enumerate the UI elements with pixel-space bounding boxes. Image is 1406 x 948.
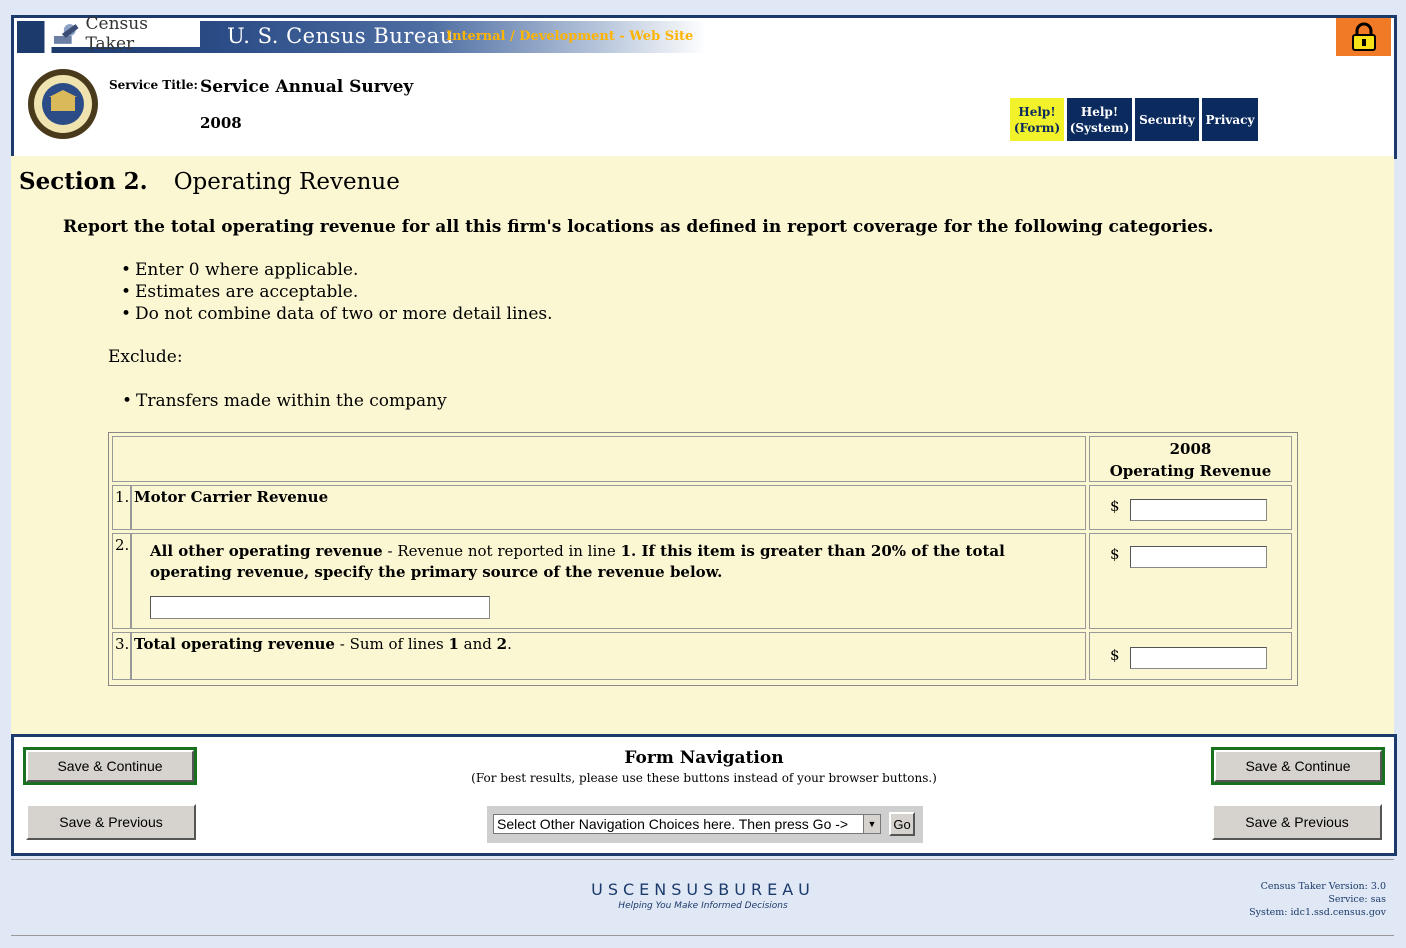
form-navigation-subtitle: (For best results, please use these buttons instead of your browser buttons.)	[471, 771, 937, 785]
save-previous-button-left[interactable]: Save & Previous	[26, 804, 196, 840]
currency-symbol: $	[1110, 545, 1120, 563]
instruction-bullet: • Enter 0 where applicable.	[135, 260, 358, 280]
row-label-desc: - Revenue not reported in line	[382, 542, 621, 560]
census-bureau-logo: USCENSUSBUREAU	[591, 880, 815, 899]
row-label-bold: All other operating revenue	[150, 542, 383, 560]
census-taker-icon	[52, 22, 82, 46]
column-label: Operating Revenue	[1109, 462, 1272, 480]
line-number: 2.	[112, 533, 131, 629]
security-button[interactable]: Security	[1135, 98, 1199, 141]
instruction-bullet: • Do not combine data of two or more detail lines.	[135, 304, 553, 324]
help-form-line2: (Form)	[1013, 120, 1061, 135]
navigation-select-value: Select Other Navigation Choices here. Then press Go ->	[497, 816, 849, 832]
line-number: 3.	[112, 632, 131, 680]
currency-symbol: $	[1110, 646, 1120, 664]
bureau-name: U. S. Census Bureau	[227, 24, 454, 48]
help-form-line1: Help!	[1018, 104, 1056, 119]
version-text: Census Taker Version: 3.0	[1260, 881, 1386, 892]
line-number: 1.	[112, 485, 131, 530]
save-continue-button-right[interactable]: Save & Continue	[1214, 750, 1382, 782]
help-system-line2: (System)	[1069, 120, 1130, 135]
row-label-ref: 1	[620, 542, 632, 560]
row-label-desc: - Sum of lines	[334, 635, 449, 653]
currency-symbol: $	[1110, 497, 1120, 515]
form-navigation	[11, 734, 1397, 856]
revenue-table	[108, 432, 1298, 686]
go-button[interactable]: Go	[889, 812, 915, 836]
section-heading	[19, 168, 400, 195]
census-taker-logo	[48, 14, 200, 54]
form-content	[11, 156, 1394, 734]
form-navigation-title: Form Navigation	[624, 748, 784, 768]
app-name: Census Taker	[85, 14, 148, 54]
row-label-mid: and	[458, 635, 497, 653]
motor-carrier-revenue-input[interactable]	[1130, 499, 1267, 521]
dropdown-arrow-icon[interactable]: ▼	[863, 815, 880, 833]
instruction-bullet: • Estimates are acceptable.	[135, 282, 358, 302]
row-label-ref: 1	[448, 635, 459, 653]
row-label-total-revenue	[131, 632, 1086, 680]
page-header	[11, 15, 1397, 159]
row-value-cell	[1089, 485, 1292, 530]
help-buttons	[1010, 98, 1258, 141]
navigation-choices	[487, 806, 923, 843]
section-number: Section 2.	[19, 168, 148, 195]
help-form-button[interactable]	[1010, 98, 1064, 141]
row-value-cell	[1089, 632, 1292, 680]
version-info	[1249, 880, 1386, 919]
row-label-note: . If this item is greater than 20% of the total operating revenue, specify the primary source of the revenue below.	[150, 542, 1005, 581]
lock-icon	[1350, 22, 1378, 52]
privacy-button[interactable]: Privacy	[1202, 98, 1258, 141]
service-year: 2008	[200, 114, 242, 132]
table-header-blank	[112, 436, 1086, 482]
row-label-ref: 2	[496, 635, 508, 653]
save-continue-button-left[interactable]: Save & Continue	[26, 750, 194, 782]
total-operating-revenue-input[interactable]	[1130, 647, 1267, 669]
column-year: 2008	[1169, 440, 1212, 458]
row-label-motor-carrier: Motor Carrier Revenue	[131, 485, 1086, 530]
navigation-select[interactable]	[493, 814, 881, 834]
section-title: Operating Revenue	[173, 169, 400, 195]
save-previous-button-right[interactable]: Save & Previous	[1212, 804, 1382, 840]
site-tag: Internal / Development - Web Site	[446, 29, 694, 44]
census-bureau-tagline: Helping You Make Informed Decisions	[618, 901, 788, 911]
footer-divider	[11, 859, 1394, 860]
row-label-end: .	[507, 635, 512, 653]
census-seal-icon	[27, 68, 99, 140]
help-system-line1: Help!	[1080, 104, 1119, 119]
section-instruction: Report the total operating revenue for all this firm's locations as defined in report coverage for the following categories.	[63, 217, 1214, 237]
row-value-cell	[1089, 533, 1292, 629]
service-text: Service: sas	[1328, 894, 1386, 905]
system-text: System: idc1.ssd.census.gov	[1249, 907, 1386, 918]
footer-divider	[11, 935, 1394, 936]
exclude-bullet: • Transfers made within the company	[136, 391, 447, 411]
other-operating-revenue-input[interactable]	[1130, 546, 1267, 568]
row-label-bold: Total operating revenue	[134, 635, 335, 653]
service-title: Service Annual Survey	[200, 77, 414, 97]
service-title-label: Service Title:	[109, 78, 198, 92]
help-system-button[interactable]	[1067, 98, 1132, 141]
row-label-other-revenue	[131, 533, 1086, 629]
logout-button[interactable]	[1336, 18, 1391, 56]
exclude-label: Exclude:	[108, 347, 183, 367]
primary-source-input[interactable]	[150, 596, 490, 619]
column-header	[1089, 436, 1292, 482]
